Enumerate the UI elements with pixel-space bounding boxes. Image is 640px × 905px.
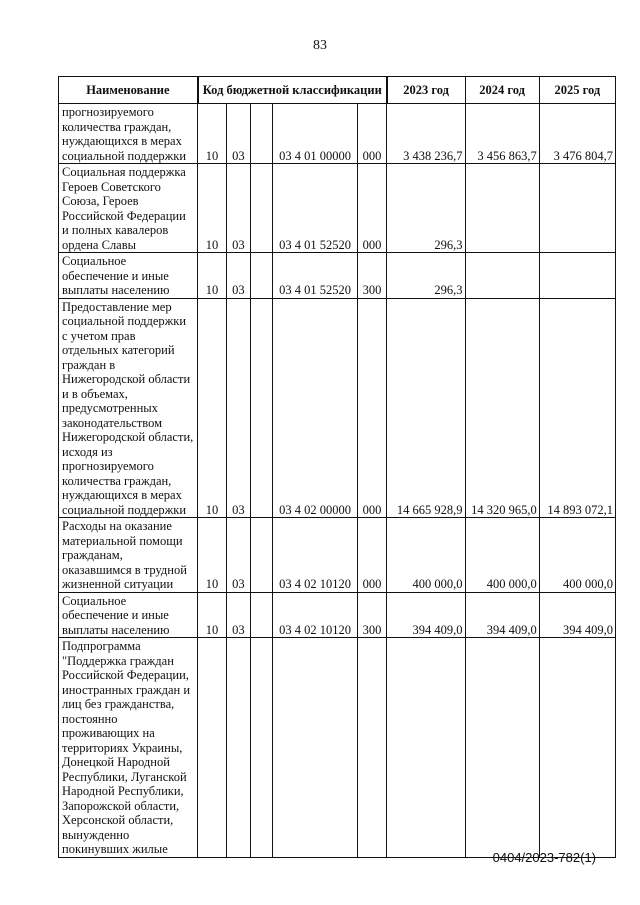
row-2023: 296,3 [387, 253, 465, 299]
row-section: 10 [198, 104, 226, 164]
row-kind [357, 638, 387, 858]
row-section: 10 [198, 164, 226, 253]
row-name: Социальная поддержка Героев Советского Союза, Героев Российской Федерации и полных кавалеров ордена Славы [59, 164, 198, 253]
row-name: Расходы на оказание материальной помощи гражданам, оказавшимся в трудной жизненной ситуации [59, 518, 198, 593]
row-2025 [539, 253, 615, 299]
row-spacer [251, 164, 273, 253]
row-2024 [465, 253, 539, 299]
row-2025: 400 000,0 [539, 518, 615, 593]
table-row [59, 104, 616, 164]
header-2025: 2025 год [539, 77, 615, 104]
row-subsection: 03 [226, 592, 250, 638]
row-2025 [539, 164, 615, 253]
header-code: Код бюджетной классификации [198, 77, 387, 104]
row-name: Предоставление мер социальной поддержки с учетом прав отдельных категорий граждан в Нижегородской области и в объемах, предусмотренных законодательством Нижегородской области, исходя из прогнозируемого количества граждан, нуждающихся в мерах социальной поддержки [59, 298, 198, 518]
row-2024: 14 320 965,0 [465, 298, 539, 518]
row-2024: 394 409,0 [465, 592, 539, 638]
row-2024: 400 000,0 [465, 518, 539, 593]
row-name: прогнозируемого количества граждан, нуждающихся в мерах социальной поддержки [59, 104, 198, 164]
row-spacer [251, 518, 273, 593]
row-section [198, 638, 226, 858]
row-subsection: 03 [226, 253, 250, 299]
row-2024: 3 456 863,7 [465, 104, 539, 164]
row-2023: 400 000,0 [387, 518, 465, 593]
row-2025: 14 893 072,1 [539, 298, 615, 518]
table-row [59, 164, 616, 253]
row-target: 03 4 02 00000 [273, 298, 357, 518]
row-target: 03 4 02 10120 [273, 592, 357, 638]
row-target [273, 638, 357, 858]
row-2023: 394 409,0 [387, 592, 465, 638]
row-section: 10 [198, 518, 226, 593]
row-2025 [539, 638, 615, 858]
row-2025: 3 476 804,7 [539, 104, 615, 164]
row-2023: 14 665 928,9 [387, 298, 465, 518]
row-spacer [251, 253, 273, 299]
row-2024 [465, 164, 539, 253]
row-spacer [251, 638, 273, 858]
table-header-row [59, 77, 616, 104]
row-kind: 000 [357, 518, 387, 593]
row-2024 [465, 638, 539, 858]
table-row [59, 253, 616, 299]
budget-table [58, 76, 616, 858]
row-spacer [251, 104, 273, 164]
header-name: Наименование [59, 77, 198, 104]
row-target: 03 4 01 52520 [273, 164, 357, 253]
row-section: 10 [198, 298, 226, 518]
row-2023 [387, 638, 465, 858]
document-code: 0404/2023-782(1) [492, 850, 596, 865]
row-kind: 300 [357, 592, 387, 638]
row-subsection: 03 [226, 298, 250, 518]
row-2023: 3 438 236,7 [387, 104, 465, 164]
row-subsection: 03 [226, 164, 250, 253]
row-kind: 000 [357, 104, 387, 164]
row-name: Социальное обеспечение и иные выплаты населению [59, 592, 198, 638]
row-2025: 394 409,0 [539, 592, 615, 638]
row-name: Подпрограмма "Поддержка граждан Российской Федерации, иностранных граждан и лиц без гражданства, постоянно проживающих на территориях Украины, Донецкой Народной Республики, Луганской Народной Республики, Запорожской области, Херсонской области, вынужденно покинувших жилые [59, 638, 198, 858]
row-target: 03 4 01 52520 [273, 253, 357, 299]
row-spacer [251, 298, 273, 518]
table-row [59, 638, 616, 858]
row-kind: 000 [357, 298, 387, 518]
row-target: 03 4 01 00000 [273, 104, 357, 164]
row-subsection: 03 [226, 518, 250, 593]
row-name: Социальное обеспечение и иные выплаты населению [59, 253, 198, 299]
row-kind: 000 [357, 164, 387, 253]
row-target: 03 4 02 10120 [273, 518, 357, 593]
row-spacer [251, 592, 273, 638]
row-subsection [226, 638, 250, 858]
table-row [59, 518, 616, 593]
row-section: 10 [198, 253, 226, 299]
header-2023: 2023 год [387, 77, 465, 104]
page-number: 83 [313, 38, 327, 53]
table-row [59, 298, 616, 518]
table-row [59, 592, 616, 638]
header-2024: 2024 год [465, 77, 539, 104]
row-section: 10 [198, 592, 226, 638]
row-kind: 300 [357, 253, 387, 299]
row-subsection: 03 [226, 104, 250, 164]
row-2023: 296,3 [387, 164, 465, 253]
